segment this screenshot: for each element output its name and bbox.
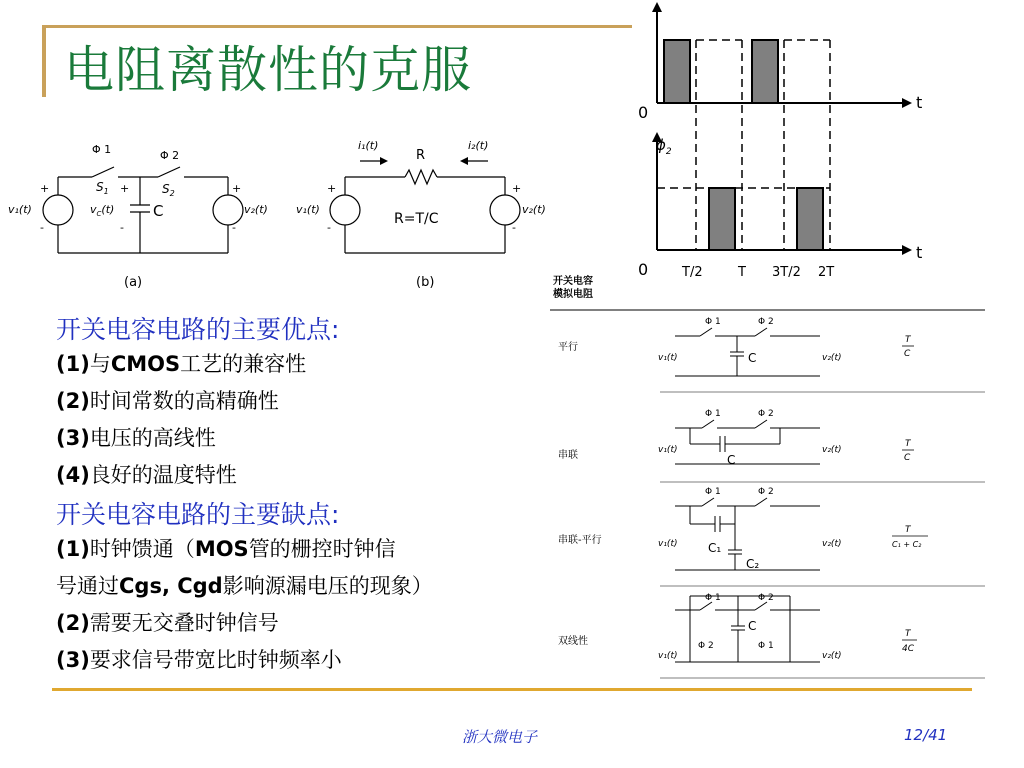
circuit-a-caption: (a) (124, 275, 143, 290)
svg-text:-: - (327, 221, 331, 234)
disadvantage-1: (1)时钟馈通（MOS管的栅控时钟信 (56, 537, 396, 561)
circuit-a-vc: $v_C(t)$ (90, 203, 115, 218)
svg-text:Φ 2: Φ 2 (758, 317, 774, 327)
timing-tick-2: T (738, 265, 746, 280)
page-title: 电阻离散性的克服 (64, 41, 472, 99)
disadvantage-2: (2)需要无交叠时钟信号 (56, 611, 279, 635)
svg-text:C: C (904, 453, 911, 463)
circuit-a-v2: v₂(t) (244, 203, 268, 216)
disadvantages-heading: 开关电容电路的主要缺点: (56, 500, 340, 529)
svg-text:T: T (905, 629, 911, 639)
svg-text:Φ 2: Φ 2 (758, 487, 774, 497)
svg-text:v₁(t): v₁(t) (658, 539, 678, 549)
svg-text:C₂: C₂ (746, 557, 760, 571)
circuit-b-diagram (290, 135, 565, 295)
svg-text:-: - (232, 221, 236, 234)
svg-text:C: C (748, 351, 757, 365)
table-row-2-name: 串联 (558, 450, 578, 461)
table-header-line1: 开关电容 (553, 276, 593, 287)
svg-text:v₁(t): v₁(t) (658, 651, 678, 661)
circuit-b-equation: R=T/C (394, 211, 439, 227)
svg-text:Φ 1: Φ 1 (705, 593, 721, 603)
svg-text:v₂(t): v₂(t) (822, 353, 842, 363)
sc-resistor-table (550, 270, 990, 690)
svg-text:C₁: C₁ (708, 541, 722, 555)
table-row-4-name: 双线性 (558, 636, 588, 647)
circuit-a-phi2: Φ 2 (160, 149, 180, 162)
svg-text:-: - (512, 221, 516, 234)
svg-text:Φ 2: Φ 2 (758, 409, 774, 419)
circuit-b-v2: v₂(t) (522, 203, 546, 216)
phi2-pulse-2 (797, 188, 823, 250)
timing-t-axis-1: t (916, 93, 923, 112)
timing-phi2-label: $\phi_2$ (656, 136, 672, 157)
svg-text:T: T (905, 335, 911, 345)
svg-text:+: + (40, 182, 50, 195)
circuit-a-v1: v₁(t) (8, 203, 32, 216)
svg-text:Φ 1: Φ 1 (705, 317, 721, 327)
circuit-b-v1: v₁(t) (296, 203, 320, 216)
advantage-3: (3)电压的高线性 (56, 426, 216, 450)
svg-text:Φ 2: Φ 2 (698, 641, 714, 651)
svg-text:Φ 1: Φ 1 (705, 487, 721, 497)
timing-diagram (620, 0, 950, 285)
disadvantage-1-cont: 号通过Cgs, Cgd影响源漏电压的现象） (56, 574, 433, 598)
advantages-heading: 开关电容电路的主要优点: (56, 315, 340, 344)
circuit-b-i1: i₁(t) (358, 139, 379, 152)
svg-text:T: T (905, 439, 911, 449)
circuit-a-phi1: Φ 1 (92, 143, 112, 156)
title-accent-bar (42, 25, 46, 97)
svg-text:+: + (327, 182, 337, 195)
timing-origin-2: 0 (638, 260, 649, 279)
svg-text:4C: 4C (902, 644, 915, 654)
svg-text:Φ 1: Φ 1 (758, 641, 774, 651)
phi1-pulse-2 (752, 40, 778, 103)
svg-text:-: - (120, 221, 124, 234)
svg-text:C₁ + C₂: C₁ + C₂ (892, 540, 922, 549)
advantage-4: (4)良好的温度特性 (56, 463, 237, 487)
advantage-1: (1)与CMOS工艺的兼容性 (56, 352, 307, 376)
timing-tick-4: 2T (818, 265, 835, 280)
circuit-a-s2: $S_2$ (162, 182, 175, 198)
circuit-b-caption: (b) (416, 275, 435, 290)
table-row-3-name: 串联-平行 (558, 535, 602, 546)
page-number: 12/41 (904, 726, 948, 744)
table-header-line2: 模拟电阻 (553, 289, 593, 300)
title-rule (42, 25, 632, 28)
table-row-1-name: 平行 (558, 342, 578, 353)
footer-rule (52, 688, 972, 691)
timing-t-axis-2: t (916, 243, 923, 262)
svg-text:Φ 1: Φ 1 (705, 409, 721, 419)
svg-text:v₁(t): v₁(t) (658, 445, 678, 455)
circuit-a-diagram (0, 135, 285, 295)
svg-text:v₂(t): v₂(t) (822, 445, 842, 455)
svg-text:v₁(t): v₁(t) (658, 353, 678, 363)
svg-text:C: C (748, 619, 757, 633)
advantage-2: (2)时间常数的高精确性 (56, 389, 279, 413)
phi1-pulse-1 (664, 40, 690, 103)
svg-text:-: - (40, 221, 44, 234)
svg-text:T: T (905, 525, 911, 535)
svg-text:C: C (904, 349, 911, 359)
svg-text:v₂(t): v₂(t) (822, 539, 842, 549)
circuit-b-r: R (416, 148, 426, 163)
timing-tick-1: T/2 (682, 265, 703, 280)
svg-text:v₂(t): v₂(t) (822, 651, 842, 661)
svg-text:+: + (232, 182, 242, 195)
svg-text:Φ 2: Φ 2 (758, 593, 774, 603)
svg-text:+: + (512, 182, 522, 195)
circuit-b-i2: i₂(t) (468, 139, 489, 152)
circuit-a-s1: $S_1$ (96, 180, 109, 196)
disadvantage-3: (3)要求信号带宽比时钟频率小 (56, 648, 342, 672)
timing-tick-3: 3T/2 (772, 265, 801, 280)
svg-text:+: + (120, 182, 130, 195)
footer-organization: 浙大微电子 (462, 728, 538, 746)
circuit-a-cap: C (153, 202, 164, 220)
svg-text:C: C (727, 453, 736, 467)
timing-origin-1: 0 (638, 103, 649, 122)
phi2-pulse-1 (709, 188, 735, 250)
